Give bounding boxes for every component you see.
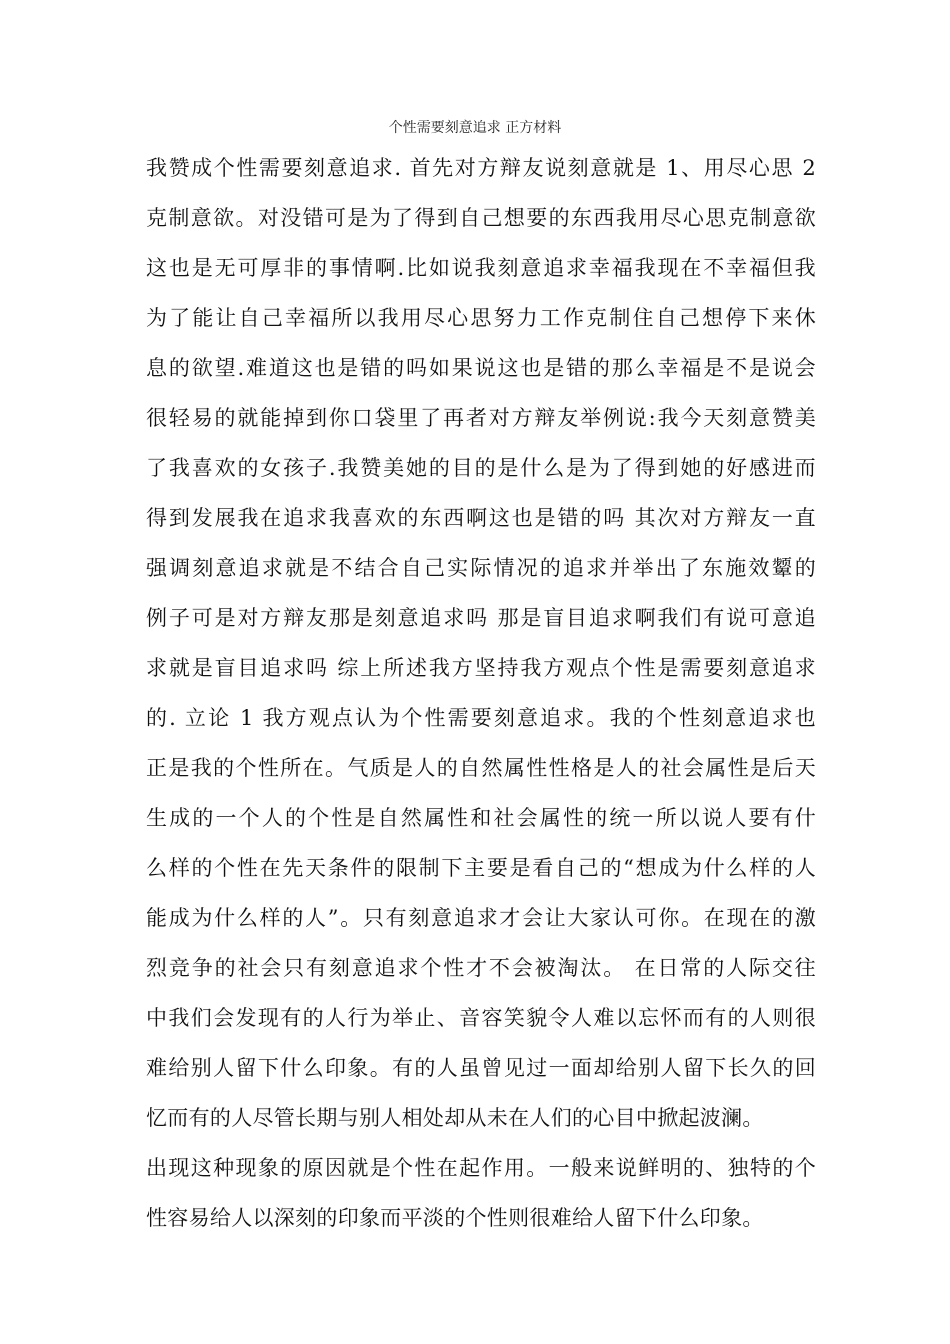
body-line: 出现这种现象的原因就是个性在起作用。一般来说鲜明的、独特的个 (146, 1156, 816, 1180)
document-header: 个性需要刻意追求 正方材料 (388, 120, 562, 136)
body-line: 很轻易的就能掉到你口袋里了再者对方辩友举例说:我今天刻意赞美 (146, 406, 816, 430)
body-line: 忆而有的人尽管长期与别人相处却从未在人们的心目中掀起波澜。 (146, 1106, 764, 1130)
body-line: 这也是无可厚非的事情啊.比如说我刻意追求幸福我现在不幸福但我 (146, 256, 816, 280)
body-line: 正是我的个性所在。气质是人的自然属性性格是人的社会属性是后天 (146, 756, 816, 780)
document-body (146, 143, 816, 1243)
body-line: 例子可是对方辩友那是刻意追求吗 那是盲目追求啊我们有说可意追 (146, 606, 816, 630)
body-line: 能成为什么样的人”。只有刻意追求才会让大家认可你。在现在的激 (146, 906, 816, 930)
body-line: 的. 立论 1 我方观点认为个性需要刻意追求。我的个性刻意追求也 (146, 706, 816, 730)
body-line: 我赞成个性需要刻意追求. 首先对方辩友说刻意就是 1、用尽心思 2 (146, 156, 816, 180)
body-line: 克制意欲。对没错可是为了得到自己想要的东西我用尽心思克制意欲 (146, 206, 816, 230)
body-line: 么样的个性在先天条件的限制下主要是看自己的“想成为什么样的人 (146, 856, 816, 880)
body-line: 为了能让自己幸福所以我用尽心思努力工作克制住自己想停下来休 (146, 306, 816, 330)
body-line: 息的欲望.难道这也是错的吗如果说这也是错的那么幸福是不是说会 (146, 356, 816, 380)
body-line: 了我喜欢的女孩子.我赞美她的目的是什么是为了得到她的好感进而 (146, 456, 816, 480)
body-line: 烈竞争的社会只有刻意追求个性才不会被淘汰。 在日常的人际交往 (146, 956, 816, 980)
body-line: 中我们会发现有的人行为举止、音容笑貌令人难以忘怀而有的人则很 (146, 1006, 816, 1030)
body-line: 生成的一个人的个性是自然属性和社会属性的统一所以说人要有什 (146, 806, 816, 830)
body-line: 求就是盲目追求吗 综上所述我方坚持我方观点个性是需要刻意追求 (146, 656, 816, 680)
body-line: 强调刻意追求就是不结合自己实际情况的追求并举出了东施效颦的 (146, 556, 816, 580)
body-line: 难给别人留下什么印象。有的人虽曾见过一面却给别人留下长久的回 (146, 1056, 816, 1080)
body-line: 得到发展我在追求我喜欢的东西啊这也是错的吗 其次对方辩友一直 (146, 506, 816, 530)
body-line: 性容易给人以深刻的印象而平淡的个性则很难给人留下什么印象。 (146, 1206, 764, 1230)
